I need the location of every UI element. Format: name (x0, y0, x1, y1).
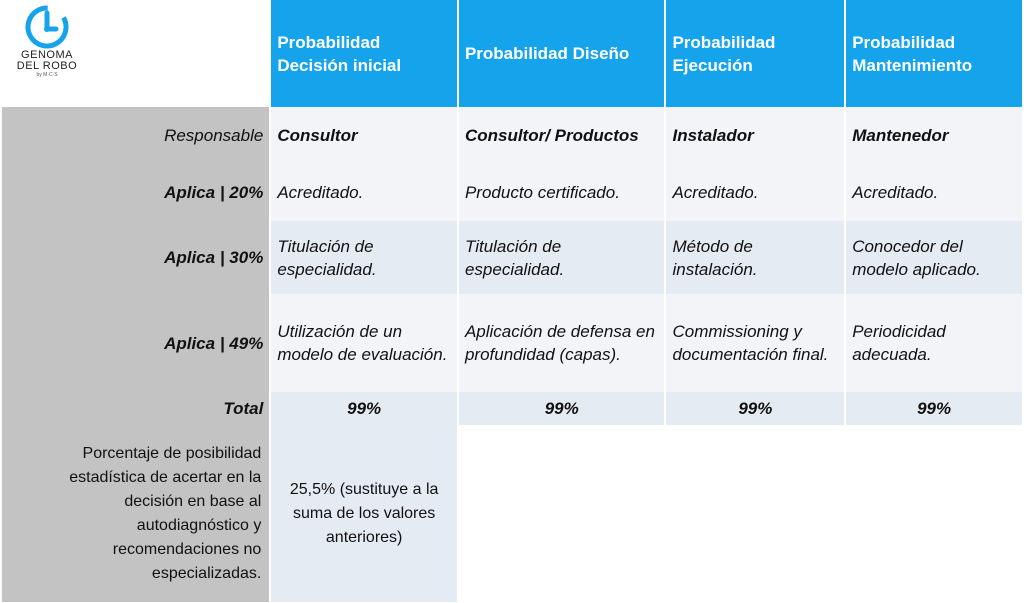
table-cell: Periodicidad adecuada. (846, 294, 1022, 392)
footer-result: 25,5% (sustituye a la suma de los valores anteriores) (271, 425, 457, 602)
table-row (2, 294, 1022, 392)
table-cell: Consultor (271, 107, 457, 163)
row-label-responsable: Responsable (2, 107, 269, 163)
header-row (2, 0, 1022, 107)
table-row (2, 163, 1022, 221)
table-cell: Commissioning y documentación final. (666, 294, 844, 392)
table-cell: Producto certificado. (459, 163, 665, 221)
table-cell: Titulación de especialidad. (271, 221, 457, 294)
column-header-design: Probabilidad Diseño (459, 0, 665, 107)
row-label-aplica-20: Aplica | 20% (2, 163, 269, 221)
column-header-decision: Probabilidad Decisión inicial (271, 0, 457, 107)
table-cell: Consultor/ Productos (459, 107, 665, 163)
table-cell: Aplicación de defensa en profundidad (capas). (459, 294, 665, 392)
table-cell: Utilización de un modelo de evaluación. (271, 294, 457, 392)
logo-line-3: by M·C·S (36, 72, 58, 78)
table-cell: Acreditado. (271, 163, 457, 221)
total-cell: 99% (846, 392, 1022, 425)
table-cell: Mantenedor (846, 107, 1022, 163)
genoma-g-icon (24, 4, 70, 50)
row-label-aplica-30: Aplica | 30% (2, 221, 269, 294)
total-row (2, 392, 1022, 425)
empty-cell (666, 425, 844, 602)
table-row (2, 221, 1022, 294)
column-header-maintenance: Probabilidad Mantenimiento (846, 0, 1022, 107)
table-cell: Conocedor del modelo aplicado. (846, 221, 1022, 294)
footer-note: Porcentaje de posibilidad estadística de acertar en la decisión en base al autodiagnóstico y recomendaciones no especializadas. (2, 425, 269, 602)
total-cell: 99% (666, 392, 844, 425)
row-label-aplica-49: Aplica | 49% (2, 294, 269, 392)
table-cell: Acreditado. (666, 163, 844, 221)
table-cell: Instalador (666, 107, 844, 163)
column-header-execution: Probabilidad Ejecución (666, 0, 844, 107)
footer-row (2, 425, 1022, 602)
total-cell: 99% (271, 392, 457, 425)
empty-cell (459, 425, 665, 602)
table-row (2, 107, 1022, 163)
total-cell: 99% (459, 392, 665, 425)
empty-cell (846, 425, 1022, 602)
row-label-total: Total (2, 392, 269, 425)
logo-line-2: DEL ROBO (16, 60, 78, 72)
genoma-del-robo-logo (0, 0, 94, 106)
table-cell: Titulación de especialidad. (459, 221, 665, 294)
logo-line-1: GENOMA (21, 49, 73, 61)
table-cell: Acreditado. (846, 163, 1022, 221)
table-cell: Método de instalación. (666, 221, 844, 294)
